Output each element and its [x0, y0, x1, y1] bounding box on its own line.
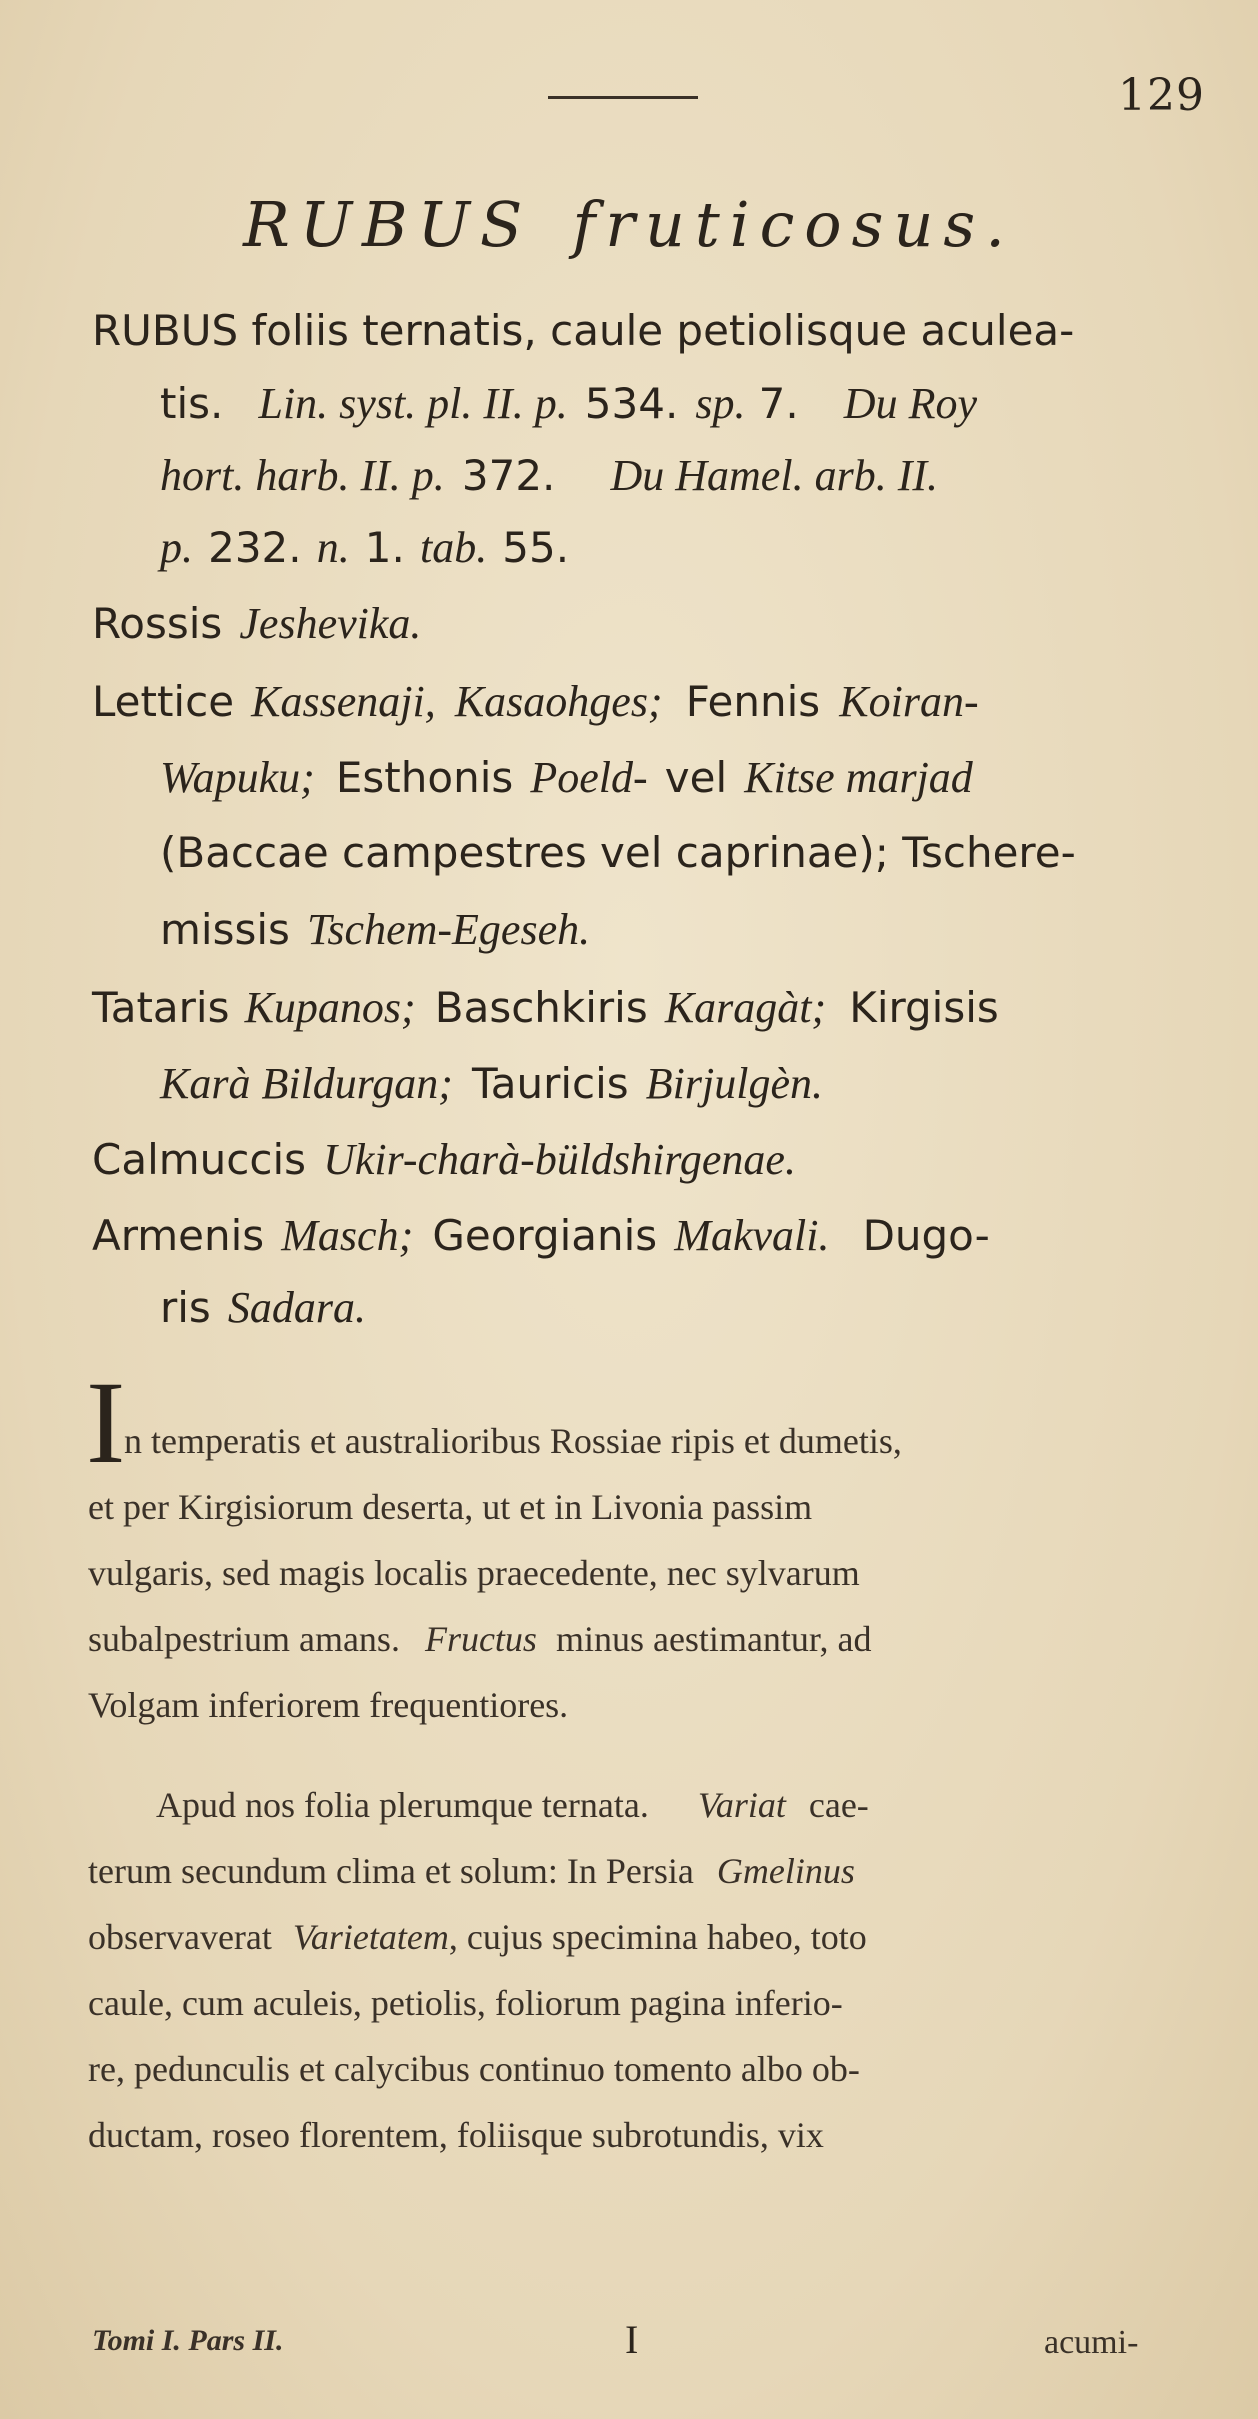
page-title	[0, 188, 1258, 261]
title-species: fruticosus.	[572, 188, 1015, 261]
syn-line-11: Karà Bildurgan; Tauricis Birjulgèn.	[160, 1059, 823, 1108]
footer-catchword: acumi-	[1044, 2324, 1139, 2361]
p2-line-2: terum secundum clima et solum: In Persia Gmelinus	[88, 1851, 855, 1891]
syn-line-14: ris Sadara.	[160, 1283, 367, 1332]
header-rule	[548, 96, 698, 99]
p2-line-1: Apud nos folia plerumque ternata. Variat cae-	[156, 1785, 869, 1825]
syn-line-12: Calmuccis Ukir-charà-büldshirgenae.	[92, 1135, 796, 1184]
syn-line-9: missis Tschem-Egeseh.	[160, 905, 591, 954]
p2-line-5: re, pedunculis et calycibus continuo tomento albo ob-	[88, 2049, 860, 2089]
p2-line-3: observaverat Varietatem, cujus specimina habeo, toto	[88, 1917, 867, 1957]
title-genus: RUBUS	[243, 188, 533, 261]
p1-line-1: n temperatis et australioribus Rossiae ripis et dumetis,	[124, 1421, 902, 1461]
p1-line-4: subalpestrium amans. Fructus minus aestimantur, ad	[88, 1619, 872, 1659]
syn-line-3: hort. harb. II. p. 372. Du Hamel. arb. II.	[160, 451, 938, 500]
syn-line-6: Lettice Kassenaji, Kasaohges; Fennis Koiran-	[92, 677, 979, 726]
syn-line-7: Wapuku; Esthonis Poeld- vel Kitse marjad	[160, 753, 973, 802]
p1-line-3: vulgaris, sed magis localis praecedente, nec sylvarum	[88, 1553, 860, 1593]
p2-line-4: caule, cum aculeis, petiolis, foliorum pagina inferio-	[88, 1983, 843, 2023]
footer-volume: Tomi I. Pars II.	[92, 2324, 284, 2357]
syn-line-13: Armenis Masch; Georgianis Makvali. Dugo-	[92, 1211, 990, 1260]
footer-signature: I	[625, 2317, 639, 2362]
syn-line-5: Rossis Jeshevika.	[92, 599, 422, 648]
syn-line-1: RUBUS foliis ternatis, caule petiolisque aculea-	[92, 306, 1075, 355]
syn-line-4: p. 232. n. 1. tab. 55.	[160, 523, 570, 572]
p1-line-5: Volgam inferiorem frequentiores.	[88, 1685, 569, 1725]
syn-line-8: (Baccae campestres vel caprinae); Tschere-	[160, 828, 1076, 877]
page-number: 129	[1118, 70, 1205, 121]
p1-line-2: et per Kirgisiorum deserta, ut et in Livonia passim	[88, 1487, 813, 1527]
drop-cap: I	[86, 1357, 126, 1488]
p2-line-6: ductam, roseo florentem, foliisque subrotundis, vix	[88, 2115, 824, 2155]
syn-line-10: Tataris Kupanos; Baschkiris Karagàt; Kirgisis	[92, 983, 999, 1032]
syn-line-2: tis. Lin. syst. pl. II. p. 534. sp. 7. Du Roy	[160, 379, 977, 428]
